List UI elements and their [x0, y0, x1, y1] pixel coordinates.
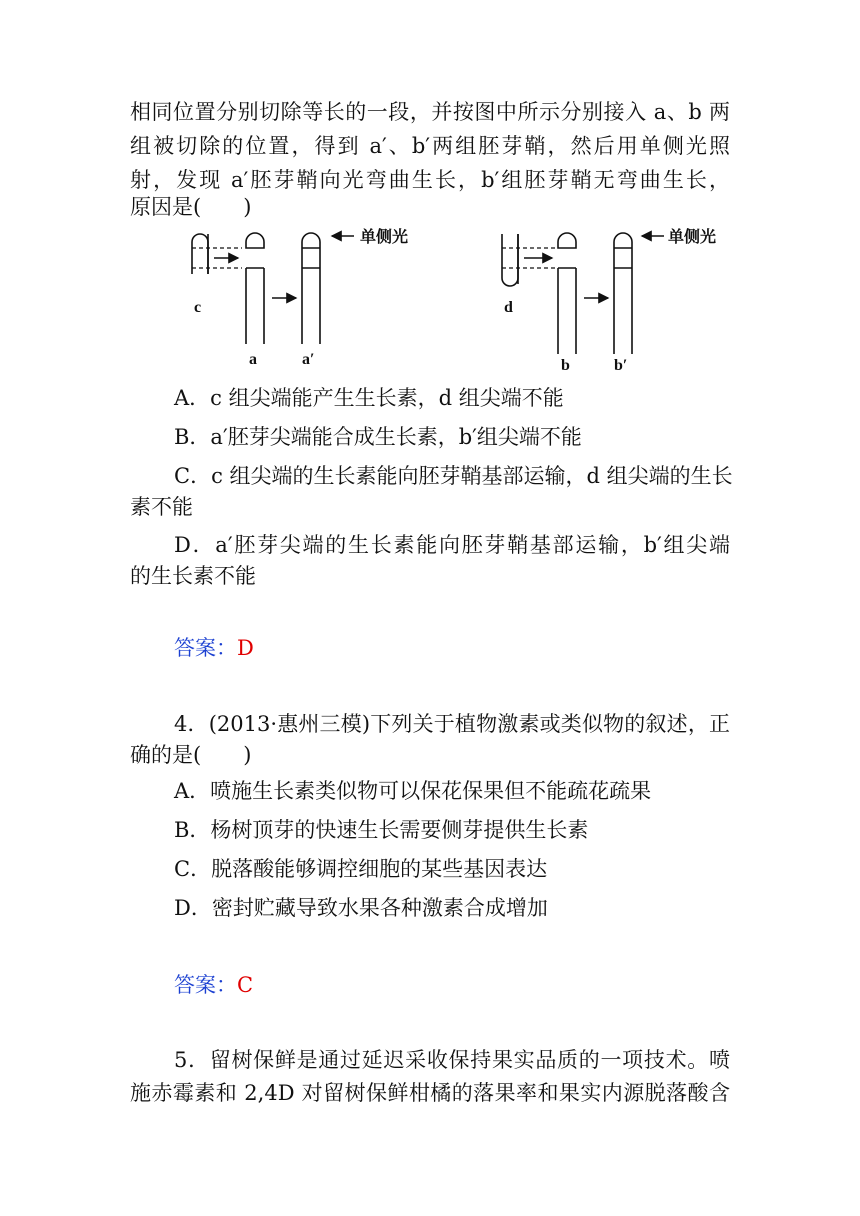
coleoptile-a-prime: [302, 233, 320, 344]
label-a: a: [249, 351, 257, 368]
d-tip-segment: [502, 234, 518, 286]
q5-stem-line-1: 5．留树保鲜是通过延迟采收保持果实品质的一项技术。喷: [174, 1048, 730, 1072]
q3-stem-line-1: 相同位置分别切除等长的一段，并按图中所示分别接入 a、b 两: [130, 100, 730, 124]
q3-answer-value: D: [237, 636, 254, 660]
q3-option-a: A．c 组尖端能产生生长素，d 组尖端不能: [174, 386, 564, 410]
q4-stem-line-1: 4．(2013·惠州三模)下列关于植物激素或类似物的叙述，正: [174, 712, 730, 736]
coleoptile-diagram: [180, 226, 740, 376]
light-label-left: 单侧光: [360, 227, 409, 246]
q4-answer: [174, 970, 730, 1000]
label-c: c: [194, 299, 202, 316]
q5-stem-line-2: 施赤霉素和 2,4D 对留树保鲜柑橘的落果率和果实内源脱落酸含: [130, 1081, 730, 1105]
coleoptile-b-prime: [614, 233, 632, 354]
q3-option-c-line-2: 素不能: [130, 495, 193, 519]
q4-option-a: A．喷施生长素类似物可以保花保果但不能疏花疏果: [174, 779, 652, 803]
label-a-prime: a′: [302, 351, 315, 368]
q4-answer-label: 答案：: [174, 973, 237, 997]
q3-stem-line-4: 原因是( ): [130, 195, 252, 219]
q3-option-d-line-2: 的生长素不能: [130, 564, 256, 588]
q4-answer-value: C: [237, 973, 254, 997]
q3-option-b: B．a′胚芽尖端能合成生长素，b′组尖端不能: [174, 425, 582, 449]
q3-stem-line-2: 组被切除的位置，得到 a′、b′两组胚芽鞘，然后用单侧光照: [130, 134, 730, 158]
q3-answer-label: 答案：: [174, 636, 237, 660]
q3-option-d-line-1: D．a′胚芽尖端的生长素能向胚芽鞘基部运输，b′组尖端: [174, 533, 730, 557]
label-b-prime: b′: [614, 357, 628, 374]
q4-option-d: D．密封贮藏导致水果各种激素合成增加: [174, 896, 548, 920]
q4-option-b: B．杨树顶芽的快速生长需要侧芽提供生长素: [174, 818, 589, 842]
q3-option-c-line-1: C．c 组尖端的生长素能向胚芽鞘基部运输，d 组尖端的生长: [174, 464, 733, 488]
q3-answer: [174, 633, 730, 663]
label-d: d: [504, 299, 513, 316]
label-b: b: [561, 357, 570, 374]
q3-stem-line-3: 射，发现 a′胚芽鞘向光弯曲生长，b′组胚芽鞘无弯曲生长，: [130, 168, 730, 192]
q4-option-c: C．脱落酸能够调控细胞的某些基因表达: [174, 857, 548, 881]
q4-stem-line-2: 确的是( ): [130, 743, 252, 767]
coleoptile-a: [246, 233, 264, 344]
coleoptile-b: [558, 233, 576, 354]
light-label-right: 单侧光: [668, 227, 717, 246]
